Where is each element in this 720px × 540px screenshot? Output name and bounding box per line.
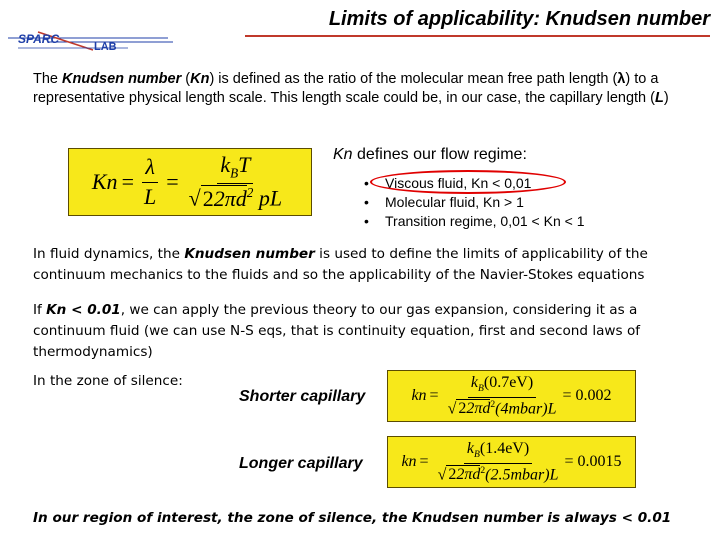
shorter-capillary-label: Shorter capillary	[239, 388, 366, 405]
continuum-paragraph: If Kn < 0.01, we can apply the previous theory to our gas expansion, considering it as a continuum fluid (we can use N-S eqs, that is continuity equation, first and second laws of thermodynamics)	[33, 302, 641, 360]
slide-title: Limits of applicability: Knudsen number	[328, 8, 710, 30]
intro-paragraph: The Knudsen number (Kn) is defined as the ratio of the molecular mean free path length (λ) to a representative physical length scale. This length scale could be, in our case, the capillary length (L)	[33, 71, 669, 106]
logo-left-text: SPARC	[18, 32, 60, 46]
logo-right-text: LAB	[94, 41, 117, 53]
navier-stokes-paragraph: In fluid dynamics, the Knudsen number is used to define the limits of applicability of the continuum mechanics to the fluids and so the applicability of the Navier-Stokes equations	[33, 246, 648, 283]
viscous-highlight-ellipse	[370, 170, 566, 194]
regime-item: • Viscous fluid, Kn < 0,01	[364, 174, 584, 193]
sparc-lab-logo	[8, 28, 173, 60]
regime-item: • Molecular fluid, Kn > 1	[364, 193, 584, 212]
regimes-heading: Kn defines our flow regime:	[333, 146, 527, 163]
longer-capillary-label: Longer capillary	[239, 455, 363, 472]
shorter-capillary-formula: kn = $\frac{k_B(0.7eV)}{√ 22\pi d^2(4mbar)L}$ = 0.002	[387, 370, 636, 422]
zone-of-silence-label: In the zone of silence:	[33, 373, 183, 389]
knudsen-formula: Kn = $\frac{\lambda}{L}$ = $\frac{k_BT}{√22\pi d^2 pL}$	[68, 148, 312, 216]
conclusion-text: In our region of interest, the zone of silence, the Knudsen number is always < 0.01	[33, 510, 672, 526]
longer-capillary-formula: kn = $\frac{k_B(1.4eV)}{√ 22\pi d^2(2.5mbar)L}$ = 0.0015	[387, 436, 636, 488]
title-underline	[245, 35, 710, 37]
regime-item: • Transition regime, 0,01 < Kn < 1	[364, 212, 584, 231]
